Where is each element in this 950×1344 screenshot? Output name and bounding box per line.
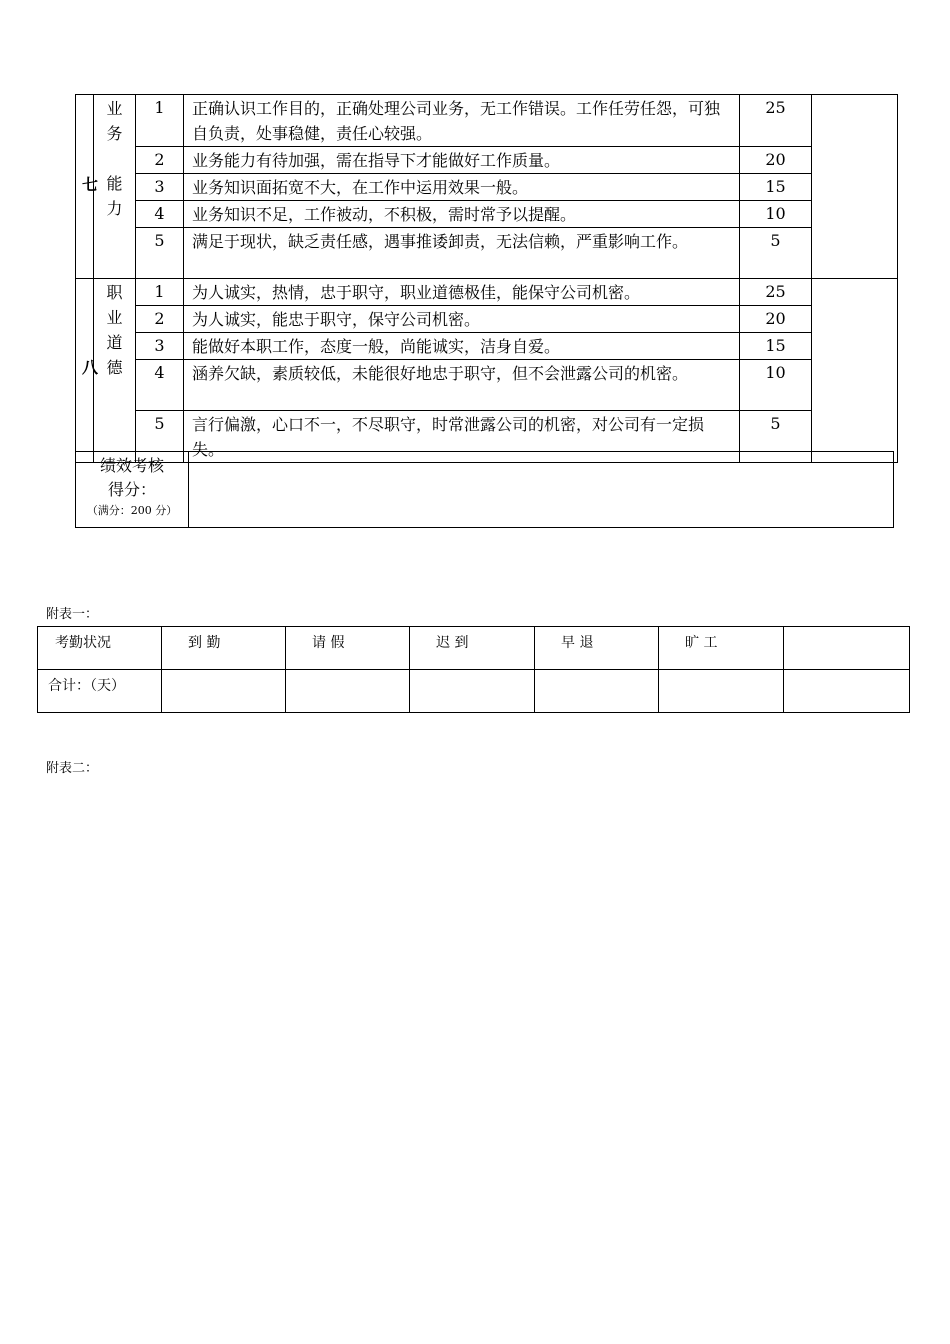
table-row: [76, 201, 898, 228]
max-score-note: （满分：200 分）: [86, 504, 178, 517]
score-entry-cell[interactable]: [812, 279, 898, 463]
category-char: 职: [106, 283, 123, 302]
item-score: 20: [740, 306, 812, 333]
item-score: 20: [740, 147, 812, 174]
attendance-cell[interactable]: [784, 670, 910, 713]
item-number: 1: [136, 279, 184, 306]
table-row: [76, 147, 898, 174]
table-row: [76, 174, 898, 201]
attendance-header: 旷 工: [659, 627, 784, 670]
appendix2-caption: 附表二：: [46, 761, 99, 776]
item-description: 业务知识不足，工作被动，不积极，需时常予以提醒。: [184, 201, 740, 228]
item-number: 5: [136, 411, 184, 463]
table-row: [76, 95, 898, 147]
category-char: 业: [106, 99, 123, 118]
category-char: 德: [106, 358, 123, 377]
table-row: [76, 360, 898, 411]
item-description: 满足于现状，缺乏责任感，遇事推诿卸责，无法信赖，严重影响工作。: [184, 228, 740, 279]
attendance-header: 到 勤: [162, 627, 286, 670]
attendance-header: [784, 627, 910, 670]
total-score-field[interactable]: [189, 452, 894, 528]
table-row: [76, 333, 898, 360]
category-char: 道: [106, 333, 123, 352]
attendance-header: 考勤状况: [38, 627, 162, 670]
item-score: 25: [740, 279, 812, 306]
item-number: 3: [136, 174, 184, 201]
attendance-cell[interactable]: [535, 670, 659, 713]
attendance-header: 迟 到: [410, 627, 535, 670]
item-description: 为人诚实，能忠于职守，保守公司机密。: [184, 306, 740, 333]
item-score: 5: [740, 411, 812, 463]
attendance-cell[interactable]: [410, 670, 535, 713]
section-number: 七: [76, 95, 94, 279]
table-row: [38, 670, 910, 713]
score-entry-cell[interactable]: [812, 95, 898, 279]
table-row: [76, 279, 898, 306]
category-char: 务: [106, 124, 123, 143]
attendance-total-label: 合计：（天）: [38, 670, 162, 713]
item-description: 业务知识面拓宽不大，在工作中运用效果一般。: [184, 174, 740, 201]
item-number: 2: [136, 147, 184, 174]
table-row: [76, 306, 898, 333]
item-number: 5: [136, 228, 184, 279]
item-number: 2: [136, 306, 184, 333]
item-number: 4: [136, 201, 184, 228]
item-score: 15: [740, 333, 812, 360]
attendance-cell[interactable]: [162, 670, 286, 713]
item-number: 1: [136, 95, 184, 147]
evaluation-table: [75, 94, 898, 463]
item-score: 15: [740, 174, 812, 201]
attendance-header: 早 退: [535, 627, 659, 670]
table-row: [38, 627, 910, 670]
item-description: 业务能力有待加强，需在指导下才能做好工作质量。: [184, 147, 740, 174]
item-description: 言行偏激，心口不一，不尽职守，时常泄露公司的机密，对公司有一定损失。: [184, 411, 740, 463]
item-description: 能做好本职工作，态度一般，尚能诚实，洁身自爱。: [184, 333, 740, 360]
item-description: 涵养欠缺，素质较低，未能很好地忠于职守，但不会泄露公司的机密。: [184, 360, 740, 411]
appendix1-caption: 附表一：: [46, 607, 99, 622]
item-score: 10: [740, 360, 812, 411]
attendance-cell[interactable]: [286, 670, 410, 713]
attendance-cell[interactable]: [659, 670, 784, 713]
category-char: 力: [106, 199, 123, 218]
category-char: 业: [106, 308, 123, 327]
item-number: 4: [136, 360, 184, 411]
section-category: [94, 95, 136, 279]
category-char: 能: [106, 174, 123, 193]
attendance-table: [37, 626, 910, 713]
section-category: [94, 279, 136, 463]
total-score-label: 绩效考核 得分： （满分：200 分）: [76, 452, 189, 528]
item-description: 为人诚实，热情，忠于职守，职业道德极佳，能保守公司机密。: [184, 279, 740, 306]
category-char: [94, 146, 135, 171]
item-score: 25: [740, 95, 812, 147]
item-description: 正确认识工作目的，正确处理公司业务，无工作错误。工作任劳任怨，可独自负责，处事稳健，责任心较强。: [184, 95, 740, 147]
total-score-table: [75, 451, 894, 528]
attendance-header: 请 假: [286, 627, 410, 670]
item-score: 10: [740, 201, 812, 228]
item-score: 5: [740, 228, 812, 279]
item-number: 3: [136, 333, 184, 360]
table-row: [76, 228, 898, 279]
section-number: 八: [76, 279, 94, 463]
